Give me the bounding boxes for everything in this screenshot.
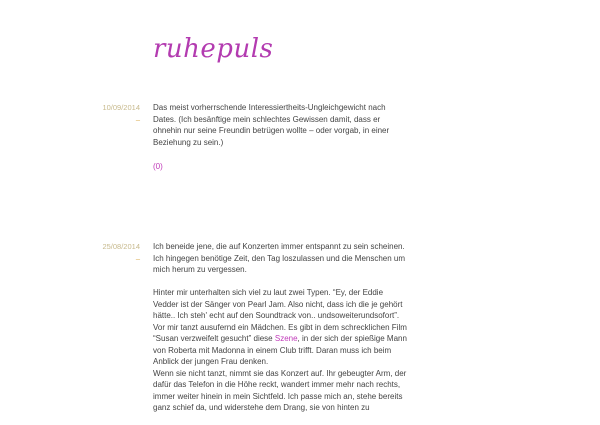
post-text: , in der sich der spießige Mann von Roberta mit Madonna in einem Club trifft. Daran muss ich beim Anblick der jungen Frau denken. [153,334,407,366]
post-date[interactable]: 10/09/2014 [102,103,140,112]
scene-link[interactable]: Szene [274,334,298,343]
post-paragraph: Das meist vorherrschende Interessiertheits-Ungleichgewicht nach Dates. (Ich besänftige mein schlechtes Gewissen damit, dass er ohnehin nur seine Freundin betrügen wollte – oder vorgab, in einer Beziehung zu sein.) [153,103,390,147]
post-content [153,241,408,425]
post-dash: – [135,115,140,124]
post-date[interactable]: 25/08/2014 [102,242,140,251]
site-logo[interactable]: ruhepuls [153,34,274,64]
post-meta [90,241,140,264]
post-paragraph: Ich beneide jene, die auf Konzerten immer entspannt zu sein scheinen. Ich hingegen benötige Zeit, den Tag loszulassen und die Menschen um mich herum zu vergessen. [153,242,406,274]
post-text: Hinter mir unterhalten sich viel zu laut zwei Typen. “Ey, der Eddie Vedder ist der Sänger von Pearl Jam. Also nicht, dass ich die je gehört hätte.. Ich steh' echt auf den Soundtrack von.. undsoweiterundsofort”. Vor mir tanzt ausufernd ein Mädchen. Es gibt in dem schrecklichen Film “Susan verzweifelt gesucht” diese [153,288,407,343]
post-text: Wenn sie nicht tanzt, nimmt sie das Konzert auf. Ihr gebeugter Arm, der dafür das Telefon in die Höhe reckt, wandert immer mehr nach rechts, immer weiter hinein in mein Sichtfeld. Ich passe mich an, stehe bereits ganz schief da, und widerstehe dem Drang, sie von hinten zu [153,368,407,412]
post-dash: – [135,254,140,263]
comments-link[interactable]: (0) [153,161,163,171]
post-paragraph [153,287,408,414]
post-meta [90,102,140,125]
post-content [153,102,408,172]
